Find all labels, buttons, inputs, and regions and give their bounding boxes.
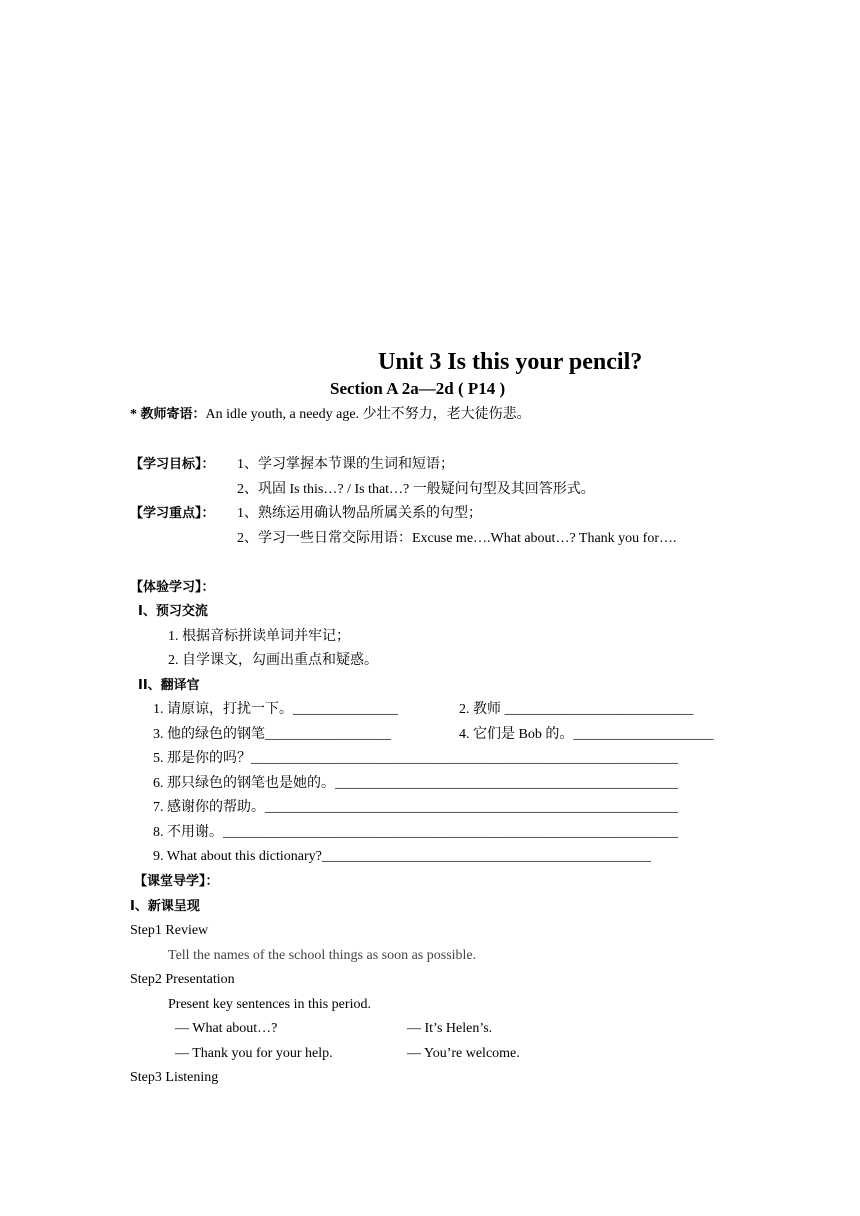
step1-text: Tell the names of the school things as soon as possible.	[168, 948, 477, 963]
translation-item-2: 2. 教师 ___________________________	[459, 702, 694, 717]
step2-title: Step2 Presentation	[130, 972, 235, 987]
preview-item-1: 1. 根据音标拼读单词并牢记；	[168, 629, 350, 644]
translation-item-3: 3. 他的绿色的钢笔__________________	[153, 727, 391, 742]
motto-line	[130, 406, 531, 424]
key-points-label: 【学习重点】：	[130, 506, 215, 521]
motto-label: 教师寄语：	[140, 407, 206, 422]
translation-item-7: 7. 感谢你的帮助。___________________________________________________________	[153, 800, 678, 815]
step3-title: Step3 Listening	[130, 1070, 219, 1085]
preview-heading: I、预习交流	[138, 604, 208, 619]
motto-star: *	[130, 407, 137, 422]
step2-text: Present key sentences in this period.	[168, 997, 371, 1012]
objectives-item-1: 1、学习掌握本节课的生词和短语；	[237, 457, 454, 472]
translation-item-1: 1. 请原谅，打扰一下。_______________	[153, 702, 398, 717]
translation-item-8: 8. 不用谢。_________________________________________________________________	[153, 825, 678, 840]
motto-text: An idle youth, a needy age. 少壮不努力，老大徒伤悲。	[205, 407, 531, 422]
translation-heading: II、翻译官	[138, 678, 200, 693]
new-lesson-heading: I、新课呈现	[130, 899, 200, 914]
page-title: Unit 3 Is this your pencil?	[378, 349, 643, 375]
dialog-line-2-left: — Thank you for your help.	[175, 1046, 333, 1061]
page-subtitle: Section A 2a—2d ( P14 )	[330, 379, 506, 398]
translation-item-6: 6. 那只绿色的钢笔也是她的。_________________________________________________	[153, 776, 678, 791]
translation-item-9: 9. What about this dictionary?_______________________________________________	[153, 849, 651, 864]
translation-item-4: 4. 它们是 Bob 的。____________________	[459, 727, 714, 742]
key-points-item-2: 2、学习一些日常交际用语：Excuse me….What about…? Thank you for….	[237, 531, 677, 546]
experience-heading: 【体验学习】：	[130, 580, 215, 595]
objectives-item-2: 2、巩固 Is this…? / Is that…? 一般疑问句型及其回答形式。	[237, 482, 595, 497]
preview-item-2: 2. 自学课文，勾画出重点和疑惑。	[168, 653, 378, 668]
translation-item-5: 5. 那是你的吗？_____________________________________________________________	[153, 751, 678, 766]
classroom-heading: 【课堂导学】：	[134, 874, 219, 889]
key-points-item-1: 1、熟练运用确认物品所属关系的句型；	[237, 506, 482, 521]
dialog-line-1-right: — It’s Helen’s.	[407, 1021, 493, 1036]
dialog-line-1-left: — What about…?	[175, 1021, 278, 1036]
step1-title: Step1 Review	[130, 923, 209, 938]
dialog-line-2-right: — You’re welcome.	[407, 1046, 520, 1061]
objectives-label: 【学习目标】：	[130, 457, 215, 472]
